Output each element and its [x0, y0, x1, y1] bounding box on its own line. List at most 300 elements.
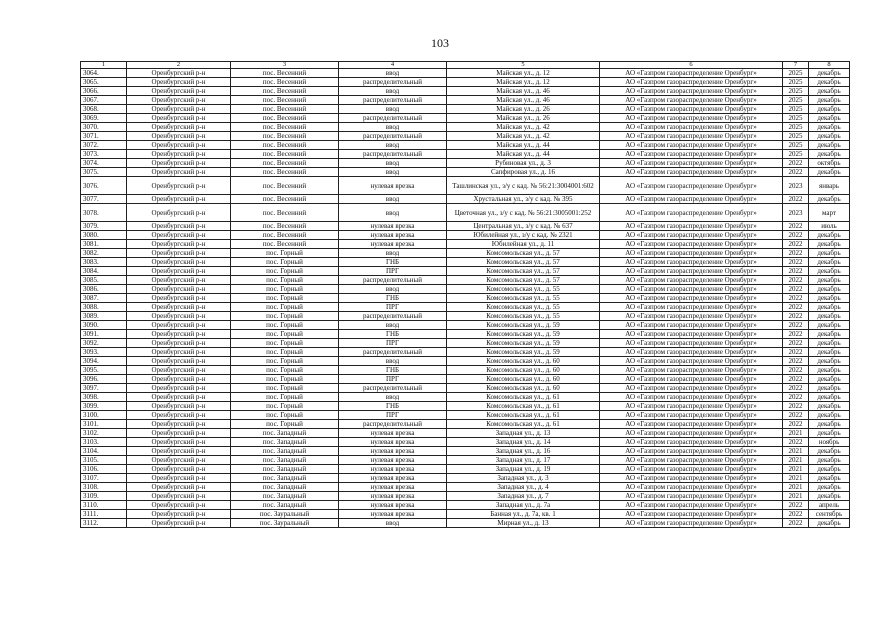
district-cell: Оренбургский р-н	[127, 285, 231, 294]
locality-cell: пос. Горный	[231, 330, 339, 339]
table-row	[81, 177, 850, 195]
locality-cell: пос. Западный	[231, 429, 339, 438]
row-number: 3079.	[81, 222, 127, 231]
table-row	[81, 249, 850, 258]
month-cell: декабрь	[809, 312, 850, 321]
month-cell: ноябрь	[809, 438, 850, 447]
year-cell: 2022	[783, 258, 809, 267]
address-cell: Западная ул., д. 19	[447, 465, 600, 474]
month-cell: декабрь	[809, 420, 850, 429]
organization-cell: АО «Газпром газораспределение Оренбург»	[600, 348, 783, 357]
organization-cell: АО «Газпром газораспределение Оренбург»	[600, 159, 783, 168]
district-cell: Оренбургский р-н	[127, 123, 231, 132]
locality-cell: пос. Горный	[231, 393, 339, 402]
row-number: 3067.	[81, 96, 127, 105]
year-cell: 2021	[783, 447, 809, 456]
organization-cell: АО «Газпром газораспределение Оренбург»	[600, 447, 783, 456]
table-row	[81, 420, 850, 429]
organization-cell: АО «Газпром газораспределение Оренбург»	[600, 384, 783, 393]
work-type-cell: нулевая врезка	[339, 474, 447, 483]
district-cell: Оренбургский р-н	[127, 474, 231, 483]
locality-cell: пос. Весенний	[231, 132, 339, 141]
organization-cell: АО «Газпром газораспределение Оренбург»	[600, 258, 783, 267]
address-cell: Центральная ул., з/у с кад. № 637	[447, 222, 600, 231]
year-cell: 2025	[783, 87, 809, 96]
work-type-cell: распределительный	[339, 96, 447, 105]
district-cell: Оренбургский р-н	[127, 402, 231, 411]
organization-cell: АО «Газпром газораспределение Оренбург»	[600, 339, 783, 348]
row-number: 3104.	[81, 447, 127, 456]
year-cell: 2022	[783, 366, 809, 375]
table-row	[81, 312, 850, 321]
district-cell: Оренбургский р-н	[127, 231, 231, 240]
work-type-cell: распределительный	[339, 78, 447, 87]
district-cell: Оренбургский р-н	[127, 438, 231, 447]
locality-cell: пос. Горный	[231, 402, 339, 411]
month-cell: декабрь	[809, 258, 850, 267]
address-cell: Комсомольская ул., д. 60	[447, 366, 600, 375]
row-number: 3090.	[81, 321, 127, 330]
address-cell: Комсомольская ул., д. 57	[447, 267, 600, 276]
table-row	[81, 303, 850, 312]
address-cell: Майская ул., д. 12	[447, 69, 600, 78]
column-number: 7	[783, 62, 809, 69]
locality-cell: пос. Западный	[231, 438, 339, 447]
column-number: 5	[447, 62, 600, 69]
year-cell: 2022	[783, 375, 809, 384]
year-cell: 2021	[783, 474, 809, 483]
address-cell: Рубиновая ул., д. 3	[447, 159, 600, 168]
month-cell: декабрь	[809, 474, 850, 483]
district-cell: Оренбургский р-н	[127, 96, 231, 105]
district-cell: Оренбургский р-н	[127, 348, 231, 357]
address-cell: Западная ул., д. 16	[447, 447, 600, 456]
organization-cell: АО «Газпром газораспределение Оренбург»	[600, 330, 783, 339]
organization-cell: АО «Газпром газораспределение Оренбург»	[600, 69, 783, 78]
work-type-cell: ввод	[339, 519, 447, 528]
row-number: 3102.	[81, 429, 127, 438]
locality-cell: пос. Западный	[231, 456, 339, 465]
address-cell: Майская ул., д. 46	[447, 87, 600, 96]
work-type-cell: ГНБ	[339, 330, 447, 339]
district-cell: Оренбургский р-н	[127, 78, 231, 87]
locality-cell: пос. Горный	[231, 294, 339, 303]
table-row	[81, 114, 850, 123]
table-row	[81, 447, 850, 456]
district-cell: Оренбургский р-н	[127, 357, 231, 366]
row-number: 3096.	[81, 375, 127, 384]
work-type-cell: ввод	[339, 321, 447, 330]
table-row	[81, 339, 850, 348]
month-cell: декабрь	[809, 402, 850, 411]
organization-cell: АО «Газпром газораспределение Оренбург»	[600, 303, 783, 312]
table-body	[81, 69, 850, 528]
table-row	[81, 474, 850, 483]
table-row	[81, 321, 850, 330]
row-number: 3084.	[81, 267, 127, 276]
locality-cell: пос. Горный	[231, 357, 339, 366]
month-cell: декабрь	[809, 69, 850, 78]
month-cell: март	[809, 204, 850, 222]
district-cell: Оренбургский р-н	[127, 366, 231, 375]
address-cell: Майская ул., д. 26	[447, 105, 600, 114]
address-cell: Комсомольская ул., д. 60	[447, 384, 600, 393]
district-cell: Оренбургский р-н	[127, 339, 231, 348]
table-row	[81, 501, 850, 510]
district-cell: Оренбургский р-н	[127, 168, 231, 177]
locality-cell: пос. Западный	[231, 474, 339, 483]
district-cell: Оренбургский р-н	[127, 456, 231, 465]
row-number: 3093.	[81, 348, 127, 357]
work-type-cell: распределительный	[339, 114, 447, 123]
month-cell: сентябрь	[809, 510, 850, 519]
table-row	[81, 294, 850, 303]
table-row	[81, 510, 850, 519]
row-number: 3066.	[81, 87, 127, 96]
month-cell: декабрь	[809, 483, 850, 492]
organization-cell: АО «Газпром газораспределение Оренбург»	[600, 141, 783, 150]
month-cell: декабрь	[809, 195, 850, 204]
row-number: 3105.	[81, 456, 127, 465]
table-row	[81, 267, 850, 276]
year-cell: 2021	[783, 483, 809, 492]
row-number: 3088.	[81, 303, 127, 312]
table-row	[81, 258, 850, 267]
month-cell: декабрь	[809, 303, 850, 312]
year-cell: 2021	[783, 492, 809, 501]
year-cell: 2022	[783, 285, 809, 294]
address-cell: Комсомольская ул., д. 57	[447, 249, 600, 258]
table-row	[81, 168, 850, 177]
year-cell: 2022	[783, 420, 809, 429]
address-cell: Ташлинская ул., з/у с кад. № 56:21:3004001:602	[447, 177, 600, 195]
year-cell: 2022	[783, 312, 809, 321]
month-cell: декабрь	[809, 141, 850, 150]
locality-cell: пос. Горный	[231, 375, 339, 384]
month-cell: декабрь	[809, 330, 850, 339]
address-cell: Комсомольская ул., д. 55	[447, 294, 600, 303]
work-type-cell: ввод	[339, 195, 447, 204]
organization-cell: АО «Газпром газораспределение Оренбург»	[600, 267, 783, 276]
district-cell: Оренбургский р-н	[127, 510, 231, 519]
organization-cell: АО «Газпром газораспределение Оренбург»	[600, 321, 783, 330]
table-row	[81, 231, 850, 240]
work-type-cell: нулевая врезка	[339, 177, 447, 195]
work-type-cell: распределительный	[339, 132, 447, 141]
row-number: 3101.	[81, 420, 127, 429]
district-cell: Оренбургский р-н	[127, 258, 231, 267]
address-cell: Майская ул., д. 26	[447, 114, 600, 123]
district-cell: Оренбургский р-н	[127, 195, 231, 204]
district-cell: Оренбургский р-н	[127, 303, 231, 312]
organization-cell: АО «Газпром газораспределение Оренбург»	[600, 402, 783, 411]
year-cell: 2022	[783, 402, 809, 411]
address-cell: Комсомольская ул., д. 55	[447, 303, 600, 312]
table-row	[81, 330, 850, 339]
table-row	[81, 123, 850, 132]
row-number: 3103.	[81, 438, 127, 447]
locality-cell: пос. Горный	[231, 420, 339, 429]
row-number: 3068.	[81, 105, 127, 114]
address-cell: Юбилейная ул., д. 11	[447, 240, 600, 249]
address-cell: Комсомольская ул., д. 57	[447, 258, 600, 267]
organization-cell: АО «Газпром газораспределение Оренбург»	[600, 204, 783, 222]
table-row	[81, 132, 850, 141]
work-type-cell: нулевая врезка	[339, 429, 447, 438]
organization-cell: АО «Газпром газораспределение Оренбург»	[600, 105, 783, 114]
row-number: 3109.	[81, 492, 127, 501]
district-cell: Оренбургский р-н	[127, 222, 231, 231]
year-cell: 2022	[783, 501, 809, 510]
work-type-cell: ПРГ	[339, 339, 447, 348]
organization-cell: АО «Газпром газораспределение Оренбург»	[600, 519, 783, 528]
month-cell: декабрь	[809, 492, 850, 501]
table-row	[81, 483, 850, 492]
address-cell: Комсомольская ул., д. 59	[447, 321, 600, 330]
month-cell: декабрь	[809, 429, 850, 438]
locality-cell: пос. Весенний	[231, 114, 339, 123]
year-cell: 2022	[783, 339, 809, 348]
table-row	[81, 411, 850, 420]
month-cell: декабрь	[809, 393, 850, 402]
address-cell: Комсомольская ул., д. 55	[447, 312, 600, 321]
row-number: 3098.	[81, 393, 127, 402]
work-type-cell: нулевая врезка	[339, 510, 447, 519]
district-cell: Оренбургский р-н	[127, 249, 231, 258]
row-number: 3072.	[81, 141, 127, 150]
work-type-cell: ГНБ	[339, 294, 447, 303]
work-type-cell: ввод	[339, 105, 447, 114]
locality-cell: пос. Весенний	[231, 159, 339, 168]
district-cell: Оренбургский р-н	[127, 420, 231, 429]
table-row	[81, 105, 850, 114]
locality-cell: пос. Горный	[231, 249, 339, 258]
organization-cell: АО «Газпром газораспределение Оренбург»	[600, 357, 783, 366]
column-number: 3	[231, 62, 339, 69]
district-cell: Оренбургский р-н	[127, 447, 231, 456]
gasification-table	[80, 61, 850, 528]
row-number: 3080.	[81, 231, 127, 240]
year-cell: 2022	[783, 222, 809, 231]
locality-cell: пос. Западный	[231, 465, 339, 474]
address-cell: Хрустальная ул., з/у с кад. № 395	[447, 195, 600, 204]
month-cell: декабрь	[809, 411, 850, 420]
year-cell: 2025	[783, 114, 809, 123]
month-cell: январь	[809, 177, 850, 195]
address-cell: Комсомольская ул., д. 60	[447, 375, 600, 384]
locality-cell: пос. Зауральный	[231, 510, 339, 519]
work-type-cell: нулевая врезка	[339, 501, 447, 510]
table-row	[81, 240, 850, 249]
row-number: 3083.	[81, 258, 127, 267]
locality-cell: пос. Весенний	[231, 177, 339, 195]
work-type-cell: ввод	[339, 159, 447, 168]
row-number: 3097.	[81, 384, 127, 393]
district-cell: Оренбургский р-н	[127, 240, 231, 249]
table-row	[81, 465, 850, 474]
district-cell: Оренбургский р-н	[127, 330, 231, 339]
address-cell: Комсомольская ул., д. 61	[447, 420, 600, 429]
row-number: 3111.	[81, 510, 127, 519]
organization-cell: АО «Газпром газораспределение Оренбург»	[600, 375, 783, 384]
address-cell: Мирная ул., д. 13	[447, 519, 600, 528]
month-cell: декабрь	[809, 447, 850, 456]
row-number: 3078.	[81, 204, 127, 222]
row-number: 3085.	[81, 276, 127, 285]
year-cell: 2022	[783, 384, 809, 393]
locality-cell: пос. Зауральный	[231, 519, 339, 528]
district-cell: Оренбургский р-н	[127, 114, 231, 123]
row-number: 3112.	[81, 519, 127, 528]
address-cell: Майская ул., д. 46	[447, 96, 600, 105]
row-number: 3082.	[81, 249, 127, 258]
district-cell: Оренбургский р-н	[127, 87, 231, 96]
table-row	[81, 519, 850, 528]
year-cell: 2025	[783, 150, 809, 159]
district-cell: Оренбургский р-н	[127, 150, 231, 159]
month-cell: октябрь	[809, 159, 850, 168]
work-type-cell: распределительный	[339, 150, 447, 159]
year-cell: 2022	[783, 276, 809, 285]
month-cell: декабрь	[809, 123, 850, 132]
year-cell: 2022	[783, 411, 809, 420]
district-cell: Оренбургский р-н	[127, 276, 231, 285]
year-cell: 2022	[783, 159, 809, 168]
work-type-cell: нулевая врезка	[339, 465, 447, 474]
month-cell: декабрь	[809, 240, 850, 249]
work-type-cell: ввод	[339, 285, 447, 294]
month-cell: декабрь	[809, 357, 850, 366]
month-cell: декабрь	[809, 105, 850, 114]
district-cell: Оренбургский р-н	[127, 411, 231, 420]
table-row	[81, 438, 850, 447]
row-number: 3071.	[81, 132, 127, 141]
district-cell: Оренбургский р-н	[127, 483, 231, 492]
row-number: 3110.	[81, 501, 127, 510]
address-cell: Майская ул., д. 42	[447, 123, 600, 132]
work-type-cell: ПРГ	[339, 303, 447, 312]
year-cell: 2025	[783, 141, 809, 150]
year-cell: 2022	[783, 249, 809, 258]
organization-cell: АО «Газпром газораспределение Оренбург»	[600, 366, 783, 375]
locality-cell: пос. Западный	[231, 492, 339, 501]
row-number: 3091.	[81, 330, 127, 339]
district-cell: Оренбургский р-н	[127, 312, 231, 321]
year-cell: 2025	[783, 123, 809, 132]
row-number: 3095.	[81, 366, 127, 375]
year-cell: 2025	[783, 96, 809, 105]
year-cell: 2022	[783, 240, 809, 249]
district-cell: Оренбургский р-н	[127, 177, 231, 195]
address-cell: Комсомольская ул., д. 55	[447, 285, 600, 294]
district-cell: Оренбургский р-н	[127, 465, 231, 474]
table-row	[81, 456, 850, 465]
locality-cell: пос. Весенний	[231, 222, 339, 231]
month-cell: апрель	[809, 501, 850, 510]
month-cell: декабрь	[809, 384, 850, 393]
locality-cell: пос. Весенний	[231, 204, 339, 222]
work-type-cell: нулевая врезка	[339, 240, 447, 249]
work-type-cell: ввод	[339, 87, 447, 96]
month-cell: декабрь	[809, 276, 850, 285]
work-type-cell: ввод	[339, 141, 447, 150]
column-number: 2	[127, 62, 231, 69]
locality-cell: пос. Весенний	[231, 69, 339, 78]
organization-cell: АО «Газпром газораспределение Оренбург»	[600, 501, 783, 510]
organization-cell: АО «Газпром газораспределение Оренбург»	[600, 195, 783, 204]
row-number: 3075.	[81, 168, 127, 177]
month-cell: декабрь	[809, 348, 850, 357]
district-cell: Оренбургский р-н	[127, 105, 231, 114]
organization-cell: АО «Газпром газораспределение Оренбург»	[600, 78, 783, 87]
address-cell: Комсомольская ул., д. 59	[447, 348, 600, 357]
organization-cell: АО «Газпром газораспределение Оренбург»	[600, 177, 783, 195]
month-cell: декабрь	[809, 339, 850, 348]
work-type-cell: ввод	[339, 249, 447, 258]
work-type-cell: нулевая врезка	[339, 456, 447, 465]
month-cell: декабрь	[809, 96, 850, 105]
address-cell: Комсомольская ул., д. 61	[447, 393, 600, 402]
organization-cell: АО «Газпром газораспределение Оренбург»	[600, 222, 783, 231]
address-cell: Майская ул., д. 44	[447, 141, 600, 150]
table-row	[81, 87, 850, 96]
table-row	[81, 204, 850, 222]
district-cell: Оренбургский р-н	[127, 375, 231, 384]
organization-cell: АО «Газпром газораспределение Оренбург»	[600, 429, 783, 438]
address-cell: Комсомольская ул., д. 59	[447, 339, 600, 348]
address-cell: Сапфировая ул., д. 16	[447, 168, 600, 177]
table-row	[81, 276, 850, 285]
organization-cell: АО «Газпром газораспределение Оренбург»	[600, 474, 783, 483]
work-type-cell: ввод	[339, 393, 447, 402]
locality-cell: пос. Весенний	[231, 141, 339, 150]
district-cell: Оренбургский р-н	[127, 393, 231, 402]
month-cell: декабрь	[809, 267, 850, 276]
year-cell: 2022	[783, 168, 809, 177]
district-cell: Оренбургский р-н	[127, 384, 231, 393]
month-cell: июль	[809, 222, 850, 231]
month-cell: декабрь	[809, 465, 850, 474]
table-row	[81, 384, 850, 393]
organization-cell: АО «Газпром газораспределение Оренбург»	[600, 456, 783, 465]
work-type-cell: нулевая врезка	[339, 222, 447, 231]
organization-cell: АО «Газпром газораспределение Оренбург»	[600, 96, 783, 105]
column-number: 4	[339, 62, 447, 69]
work-type-cell: нулевая врезка	[339, 231, 447, 240]
work-type-cell: ввод	[339, 204, 447, 222]
work-type-cell: нулевая врезка	[339, 447, 447, 456]
row-number: 3100.	[81, 411, 127, 420]
row-number: 3077.	[81, 195, 127, 204]
address-cell: Западная ул., д. 7	[447, 492, 600, 501]
organization-cell: АО «Газпром газораспределение Оренбург»	[600, 276, 783, 285]
work-type-cell: ввод	[339, 69, 447, 78]
month-cell: декабрь	[809, 132, 850, 141]
locality-cell: пос. Западный	[231, 447, 339, 456]
row-number: 3106.	[81, 465, 127, 474]
work-type-cell: нулевая врезка	[339, 438, 447, 447]
year-cell: 2022	[783, 357, 809, 366]
district-cell: Оренбургский р-н	[127, 159, 231, 168]
column-number: 8	[809, 62, 850, 69]
district-cell: Оренбургский р-н	[127, 204, 231, 222]
table-row	[81, 150, 850, 159]
table-row	[81, 375, 850, 384]
address-cell: Комсомольская ул., д. 60	[447, 357, 600, 366]
organization-cell: АО «Газпром газораспределение Оренбург»	[600, 87, 783, 96]
address-cell: Юбилейная ул., з/у с кад. № 2321	[447, 231, 600, 240]
organization-cell: АО «Газпром газораспределение Оренбург»	[600, 465, 783, 474]
